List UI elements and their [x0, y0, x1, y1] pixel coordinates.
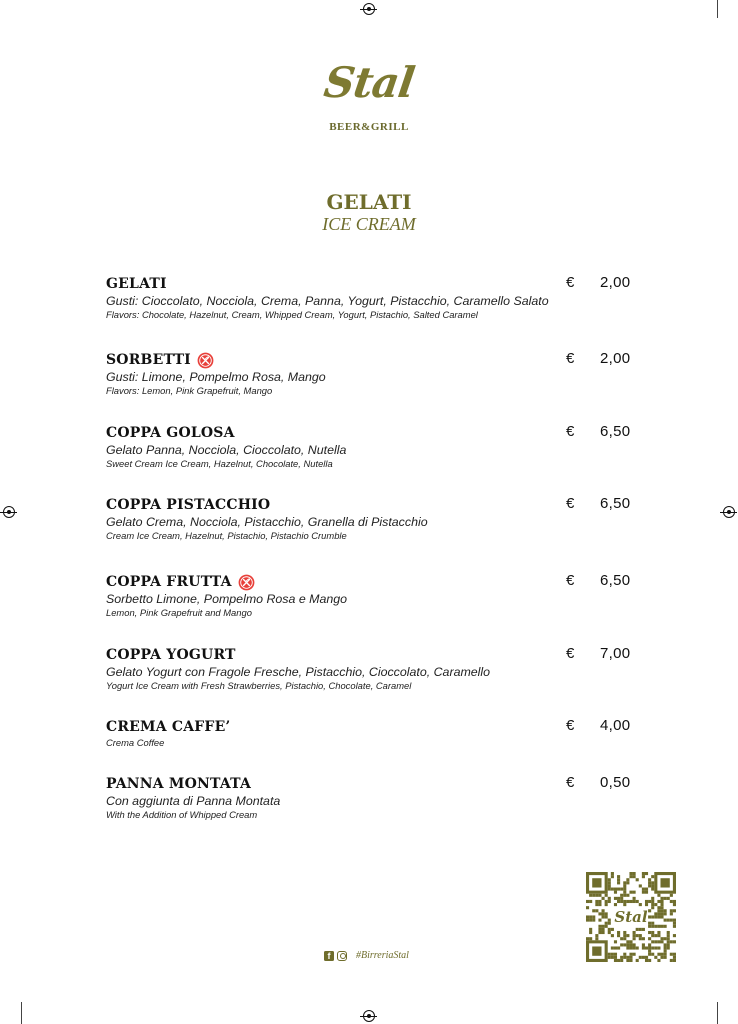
item-description-en: Crema Coffee [106, 737, 165, 748]
crop-mark [717, 0, 718, 18]
item-description-en: Yogurt Ice Cream with Fresh Strawberries, Pistachio, Chocolate, Caramel [106, 680, 412, 691]
qr-code[interactable] [586, 872, 676, 962]
crop-mark [21, 1002, 22, 1024]
item-currency: € [566, 350, 575, 367]
registration-mark-bottom [363, 1010, 375, 1022]
item-description-it: Gusti: Limone, Pompelmo Rosa, Mango [106, 370, 326, 384]
item-description-it: Gelato Panna, Nocciola, Cioccolato, Nutella [106, 443, 347, 457]
item-name-text: GELATI [106, 276, 167, 292]
menu-item [106, 496, 646, 541]
item-name [106, 573, 646, 591]
item-name-text: COPPA PISTACCHIO [106, 497, 271, 513]
item-price: 6,50 [600, 495, 631, 512]
item-price: 0,50 [600, 774, 631, 791]
item-description-it: Gelato Yogurt con Fragole Fresche, Pistacchio, Cioccolato, Caramello [106, 665, 491, 679]
item-description-en: With the Addition of Whipped Cream [106, 809, 258, 820]
vegan-badge-icon [238, 574, 255, 591]
social-links [324, 950, 409, 961]
item-currency: € [566, 645, 575, 662]
registration-mark-right [723, 506, 735, 518]
item-description-en: Flavors: Lemon, Pink Grapefruit, Mango [106, 385, 273, 396]
section-title: GELATI [326, 190, 412, 214]
item-price: 2,00 [600, 274, 631, 291]
menu-item [106, 351, 646, 396]
item-description-it: Sorbetto Limone, Pompelmo Rosa e Mango [106, 592, 348, 606]
item-name [106, 351, 646, 369]
item-price: 4,00 [600, 717, 631, 734]
instagram-icon[interactable] [337, 951, 347, 961]
menu-item [106, 573, 646, 618]
hashtag: #BirreriaStal [356, 950, 409, 961]
menu-item [106, 718, 646, 748]
item-currency: € [566, 423, 575, 440]
item-name [106, 424, 646, 442]
item-name-text: COPPA YOGURT [106, 647, 236, 663]
item-description-en: Lemon, Pink Grapefruit and Mango [106, 607, 252, 618]
facebook-icon[interactable]: f [324, 951, 334, 961]
brand-tagline: BEER&GRILL [329, 121, 409, 133]
item-price: 7,00 [600, 645, 631, 662]
registration-mark-top [363, 3, 375, 15]
item-description-en: Flavors: Chocolate, Hazelnut, Cream, Whipped Cream, Yogurt, Pistachio, Salted Caramel [106, 309, 478, 320]
item-name [106, 718, 646, 736]
item-currency: € [566, 717, 575, 734]
item-name [106, 775, 646, 793]
section-subtitle: ICE CREAM [322, 214, 416, 234]
item-description-it: Con aggiunta di Panna Montata [106, 794, 281, 808]
item-name-text: SORBETTI [106, 352, 191, 368]
item-description-it: Gusti: Cioccolato, Nocciola, Crema, Panna, Yogurt, Pistacchio, Caramello Salato [106, 294, 549, 308]
item-name-text: PANNA MONTATA [106, 776, 252, 792]
item-name-text: COPPA FRUTTA [106, 574, 232, 590]
item-name-text: CREMA CAFFE’ [106, 719, 231, 735]
registration-mark-left [3, 506, 15, 518]
crop-mark [717, 1002, 718, 1024]
vegan-badge-icon [197, 352, 214, 369]
item-name-text: COPPA GOLOSA [106, 425, 235, 441]
menu-item [106, 775, 646, 820]
item-currency: € [566, 274, 575, 291]
menu-item [106, 275, 646, 320]
item-description-en: Cream Ice Cream, Hazelnut, Pistachio, Pistachio Crumble [106, 530, 347, 541]
item-description-en: Sweet Cream Ice Cream, Hazelnut, Chocolate, Nutella [106, 458, 333, 469]
item-price: 6,50 [600, 423, 631, 440]
menu-item [106, 646, 646, 691]
item-name [106, 646, 646, 664]
item-name [106, 275, 646, 293]
item-price: 6,50 [600, 572, 631, 589]
qr-logo-text: Stal [614, 908, 648, 926]
item-currency: € [566, 495, 575, 512]
menu-item [106, 424, 646, 469]
item-currency: € [566, 774, 575, 791]
item-description-it: Gelato Crema, Nocciola, Pistacchio, Granella di Pistacchio [106, 515, 428, 529]
item-currency: € [566, 572, 575, 589]
item-name [106, 496, 646, 514]
item-price: 2,00 [600, 350, 631, 367]
brand-logo: Stal [321, 58, 417, 107]
